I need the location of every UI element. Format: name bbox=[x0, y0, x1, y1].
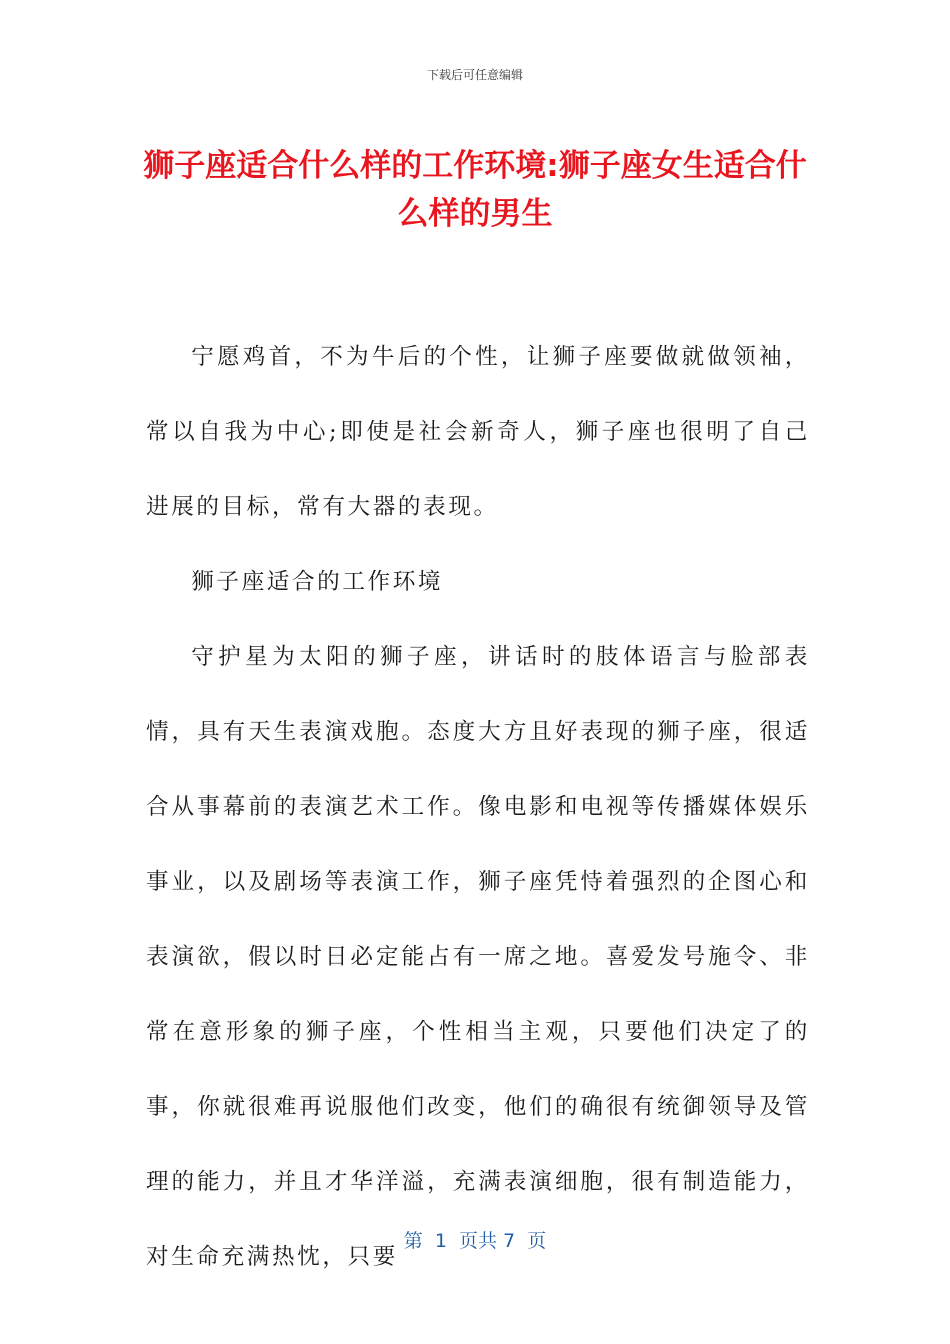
document-title: 狮子座适合什么样的工作环境:狮子座女生适合什么样的男生 bbox=[143, 148, 807, 232]
body-paragraph: 宁愿鸡首，不为牛后的个性，让狮子座要做就做领袖，常以自我为中心;即使是社会新奇人，狮子座也很明了自己进展的目标，常有大器的表现。 bbox=[146, 344, 810, 520]
document-body bbox=[146, 320, 810, 1295]
page-header-note: 下载后可任意编辑 bbox=[426, 68, 523, 82]
section-heading: 狮子座适合的工作环境 bbox=[191, 569, 444, 595]
body-paragraph: 守护星为太阳的狮子座，讲话时的肢体语言与脸部表情，具有天生表演戏胞。态度大方且好表现的狮子座，很适合从事幕前的表演艺术工作。像电影和电视等传播媒体娱乐事业，以及剧场等表演工作，狮子座凭恃着强烈的企图心和表演欲，假以时日必定能占有一席之地。喜爱发号施令、非常在意形象的狮子座，个性相当主观，只要他们决定了的事，你就很难再说服他们改变，他们的确很有统御领导及管理的能力，并且才华洋溢，充满表演细胞，很有制造能力，对生命充满热忱，只要 bbox=[146, 644, 810, 1270]
page-footer: 第 1 页共 7 页 bbox=[403, 1230, 547, 1252]
